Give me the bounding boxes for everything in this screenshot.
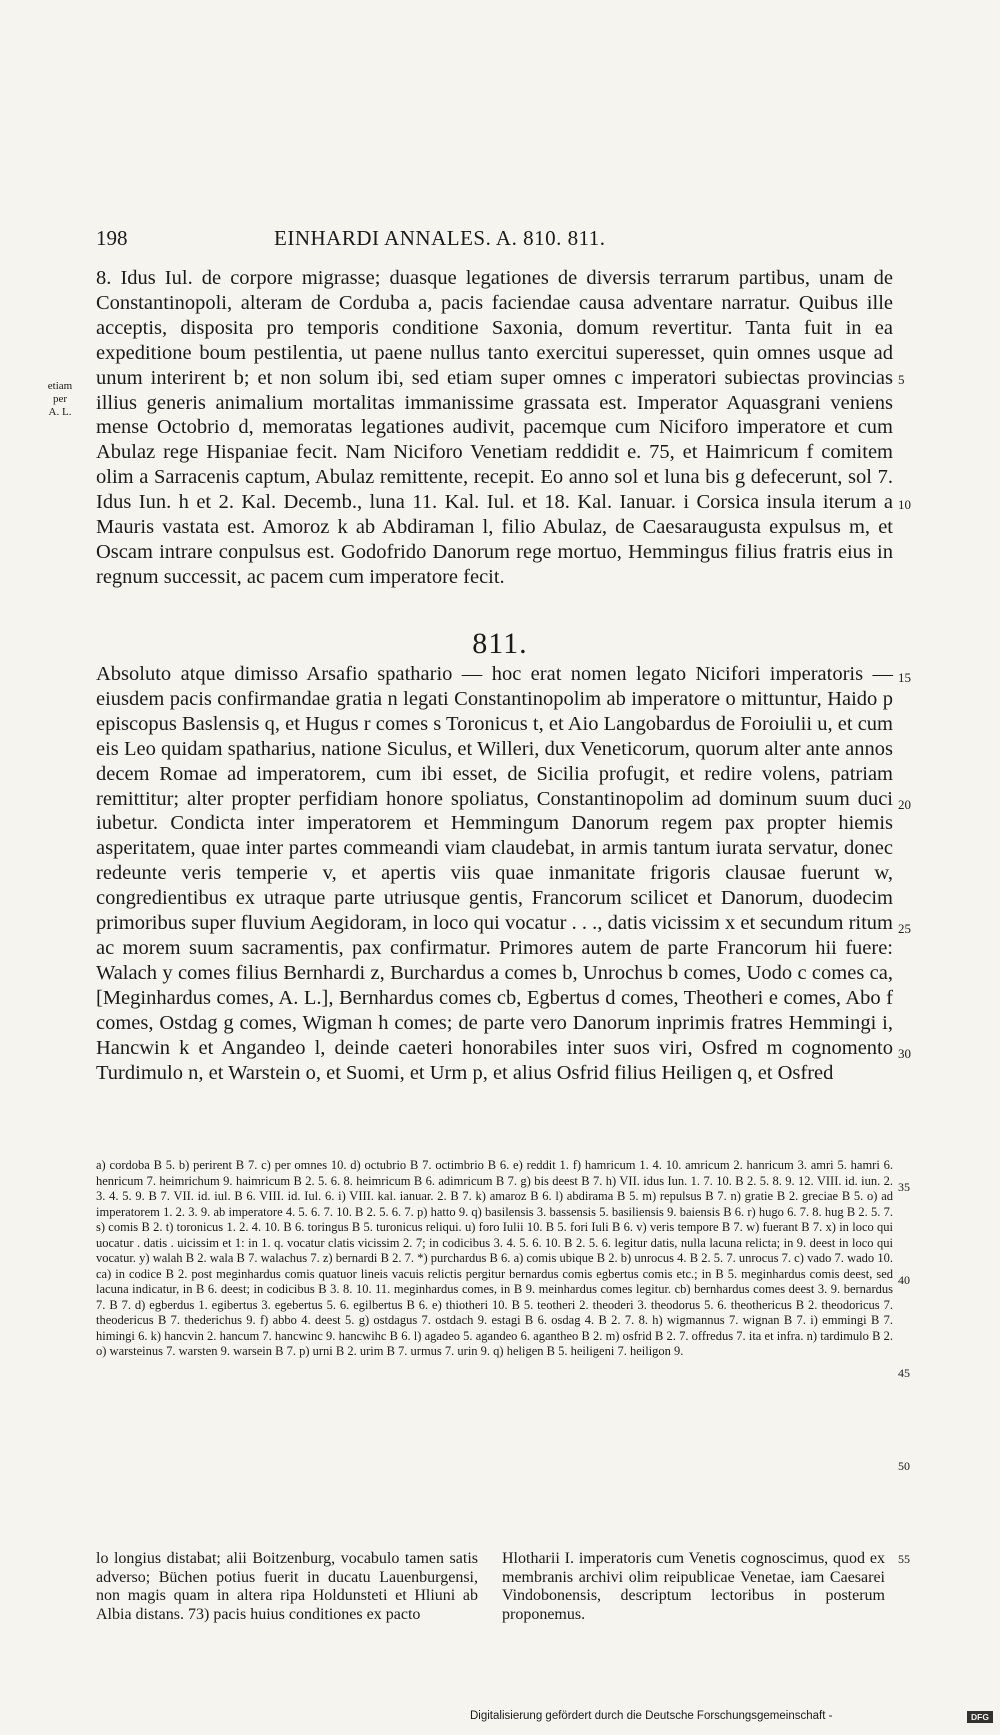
footnote-line-number: 55 <box>898 1552 910 1566</box>
line-number: 15 <box>898 670 911 685</box>
dfg-logo: DFG <box>967 1711 993 1723</box>
margin-note-line: A. L. <box>48 406 72 418</box>
line-number: 20 <box>898 797 911 812</box>
year-heading-811: 811. <box>472 627 528 660</box>
annal-text-811: Absoluto atque dimisso Arsafio spathario — hoc erat nomen legato Nicifori imperatoris — eiusdem pacis confirmandae gratia n legati Constantinopolim ab imperatore o mittuntur, Haido p episcopus Baslensis q, et Hugus r comes s Toronicus t, et Aio Langobardus de Foroiulii u, et cum eis Leo quidam spatharius, natione Siculus, et Willeri, dux Veneticorum, quorum alter ante annos decem Romae ad imperatorem, cum ibi esset, de Sicilia profugit, et redire volens, patriam remittitur; alter propter perfidiam honore spoliatus, Constantinopolim ad dominum suum duci iubetur. Condicta inter imperatorem et Hemmingum Danorum regem pax propter hiemis asperitatem, quae inter partes commeandi viam claudebat, in armis tantum iurata servatur, donec redeunte veris temperie v, et apertis viis quae inmanitate frigoris clausae fuerunt w, congredientibus ex utraque parte utriusque gentis, Francorum scilicet et Danorum, duodecim primoribus super fluvium Aegidoram, in loco qui vocatur . . ., datis vicissim x et secundum ritum ac morem suum sacramentis, pax confirmatur. Primores autem de parte Francorum hii fuere: Walach y comes filius Bernhardi z, Burchardus a comes b, Unrochus b comes, Uodo c comes ca, [Meginhardus comes, A. L.], Bernhardus comes cb, Egbertus d comes, Theotheri e comes, Abo f comes, Ostdag g comes, Wigman h comes; de parte vero Danorum inprimis fratres Hemmingi i, Hancwin k et Angandeo l, deinde caeteri honorabiles inter suos viri, Osfred m cognomento Turdimulo n, et Warstein o, et Suomi, et Urm p, et alius Osfrid filius Heiligen q, et Osfred <box>96 663 893 1084</box>
critical-apparatus: a) cordoba B 5. b) perirent B 7. c) per omnes 10. d) octubrio B 7. octimbrio B 6. e) reddit 1. f) hamricum 1. 4. 10. amricum 2. hanricum 3. amri 5. hamri 6. henricum 7. heimrichum 9. haimricum B 2. 5. 6. 8. heimricum B 6. adimricum B 7. g) bis deest B 7. h) VII. idus Iun. 1. 7. 10. B 2. 5. 8. 9. 12. VIII. id. iun. 2. 3. 4. 5. 9. B 7. VII. id. iul. B 6. VIII. id. Iul. 6. i) VIII. kal. ianuar. 2. B 7. k) amaroz B 6. l) abdirama B 5. m) repulsus B 7. n) gratie B 2. greciae B 5. o) ad imperatorem 1. 2. 3. 9. ab imperatore 4. 5. 6. 7. 10. B 2. 5. 6. 7. p) hatto 9. q) basilensis 3. bassensis 5. basiliensis 9. baiensis B 6. r) hugo 6. 7. 8. hug B 2. 5. 7. s) comis B 2. t) toronicus 1. 2. 4. 10. B 6. toringus B 5. turonicus reliqui. u) foro Iulii 10. B 5. fori Iuli B 6. v) veris tempore B 7. w) fuerant B 7. x) in loco qui uocatur . datis . uicissim et 1: in 1. q. vocatur clatis vicissim 2. 7; in codicibus 3. 4. 5. 6. 10. B 2. 5. 6. legitur datis, nulla lacuna relicta; in 9. deest in loco qui vocatur. y) walah B 2. wala B 7. walachus 7. z) bernardi B 2. 7. *) purchardus B 6. a) comis ubique B 2. b) unrocus 4. B 2. 5. 7. unrocus 7. c) vado 7. wado 10. ca) in codice B 2. post meginhardus comis quatuor lineis vacuis relictis pergitur bernardus comis egbertus comis etc.; in B 5. meginhardus comis deest, sed lacuna indicatur, in B 6. deest; in codicibus B 3. 8. 10. 11. meginhardus comes, in B 9. meinhardus comes legitur. cb) bernhardus comes deest 3. 9. bernardus 7. B 7. d) egberdus 1. egibertus 3. egebertus 5. 6. egilbertus B 6. e) thiotheri 10. B 5. teotheri 2. theoderi 3. theodorus 5. 6. theothericus B 2. theodoricus 7. theodericus B 7. thederichus 9. f) abbo 4. deest 5. g) ostdagus 7. ostdach 9. estagi B 6. osdag 4. B 2. 7. 8. h) wigmannus 7. wignan B 7. i) emmingi B 7. himingi 6. k) hancvin 2. hancum 7. hancwinc 9. hancwihc B 6. l) agadeo 5. agandeo 6. agantheo B 2. m) osfrid B 2. 7. offredus 7. ita et infra. n) tardimulo B 2. o) warsteinus 7. warsten 9. warsein B 7. p) urni B 2. urim B 7. urmus 7. urin 9. q) heligen B 5. heiligeni 7. heiligon 9. <box>96 1158 893 1358</box>
line-number: 10 <box>898 497 911 512</box>
footnote-line-number: 50 <box>898 1459 910 1473</box>
line-number: 30 <box>898 1046 911 1061</box>
margin-note <box>40 380 80 419</box>
annal-text-810: 8. Idus Iul. de corpore migrasse; duasque legationes de diversis terrarum partibus, unam de Constantinopoli, alteram de Corduba a, pacis faciendae causa adventare narratur. Quibus ille acceptis, disposita pro temporis conditione Saxonia, domum revertitur. Tanta fuit in ea expeditione boum pestilentia, ut paene nullus tanto exercitui superesset, quin omnes usque ad unum interirent b; et non solum ibi, sed etiam super omnes c imperatori subiectas provincias illius generis animalium mortalitas immanissime grassata est. Imperator Aquasgrani veniens mense Octobrio d, memoratas legationes audivit, pacemque cum Niciforo imperatore et cum Abulaz rege Hispaniae fecit. Nam Niciforo Venetiam reddidit e. 75, et Haimricum f comitem olim a Sarracenis captum, Abulaz remittente, recepit. Eo anno sol et luna bis g defecerunt, sol 7. Idus Iun. h et 2. Kal. Decemb., luna 11. Kal. Iul. et 18. Kal. Ianuar. i Corsica insula iterum a Mauris vastata est. Amoroz k ab Abdiraman l, filio Abulaz, de Caesaraugusta expulsus m, et Oscam intrare conpulsus est. Godofrido Danorum rege mortuo, Hemmingus filius fratris eius in regnum successit, ac pacem cum imperatore fecit. <box>96 267 893 588</box>
historical-note-left: lo longius distabat; alii Boitzenburg, vocabulo tamen satis adverso; Büchen potius fuerit in ducatu Lauenburgensi, non magis quam in altera ripa Holdunsteti et Hliuni ab Albia distans. 73) pacis huius conditiones ex pacto <box>96 1550 478 1623</box>
line-number: 25 <box>898 921 911 936</box>
running-header <box>96 226 676 251</box>
footnote-line-number: 40 <box>898 1273 910 1287</box>
page-number: 198 <box>96 226 128 250</box>
line-number: 5 <box>898 372 905 387</box>
running-title: EINHARDI ANNALES. A. 810. 811. <box>274 226 606 250</box>
footnote-line-number: 45 <box>898 1366 910 1380</box>
margin-note-line: etiam <box>47 380 73 392</box>
footnote-line-number: 35 <box>898 1180 910 1194</box>
digitization-credit: Digitalisierung gefördert durch die Deutsche Forschungsgemeinschaft - <box>470 1710 833 1722</box>
historical-note-right: Hlotharii I. imperatoris cum Venetis cognoscimus, quod ex membranis archivi olim reipublicae Venetae, iam Caesarei Vindobonensis, descriptum lectoribus in posterum proponemus. <box>502 1550 885 1623</box>
margin-note-line: per <box>52 393 68 405</box>
